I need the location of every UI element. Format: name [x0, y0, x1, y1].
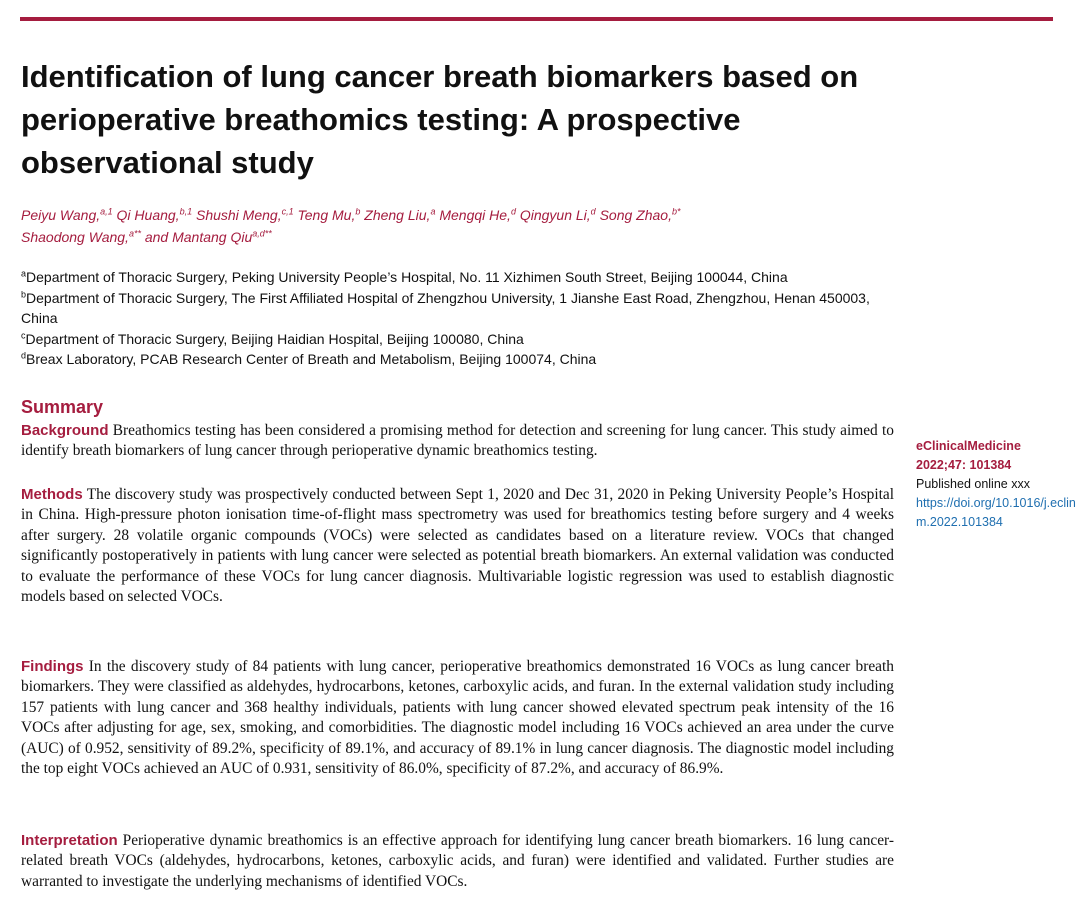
findings-label: Findings — [21, 658, 84, 675]
journal-citation: 2022;47: 101384 — [916, 458, 1012, 472]
author-list — [21, 204, 901, 248]
author[interactable]: Qi Huang,$^{b,1}$ — [116, 206, 193, 223]
author[interactable]: Peiyu Wang,$^{a,1}$ — [21, 206, 113, 223]
background-text: Breathomics testing has been considered a promising method for detection and screening for lung cancer. This study aimed to identify breath biomarkers of lung cancer through perioperative dynamic breathomics testing. — [21, 422, 894, 460]
journal-name[interactable]: eClinicalMedicine — [916, 439, 1021, 453]
author[interactable]: Song Zhao,$^{b*}$ — [599, 206, 681, 223]
header-rule — [20, 17, 1053, 21]
author[interactable]: Shushi Meng,$^{c,1}$ — [195, 206, 294, 223]
findings-text: In the discovery study of 84 patients with lung cancer, perioperative breathomics demonstrated 16 VOCs as lung cancer breath biomarkers. They were classified as aldehydes, hydrocarbons, ketones, carboxylic acids, and furan. In the external validation study including 157 patients with lung cancer and 368 healthy individuals, patients with lung cancer showed elevated spectrum peak intensity of the 16 VOCs after adjusting for age, sex, smoking, and comorbidities. The diagnostic model including 16 VOCs achieved an area under the curve (AUC) of 0.952, sensitivity of 89.2%, specificity of 89.1%, and accuracy of 89.1% in lung cancer diagnosis. The diagnostic model including the top eight VOCs achieved an AUC of 0.931, sensitivity of 86.0%, specificity of 87.2%, and accuracy of 86.9%. — [21, 658, 894, 778]
doi-link[interactable]: https://doi.org/10.1016/j.eclinm.2022.101384 — [916, 496, 1076, 529]
affiliation: $^b$Department of Thoracic Surgery, The First Affiliated Hospital of Zhengzhou University, 1 Jianshe East Road, Zhengzhou, Henan 450003, China — [21, 288, 870, 326]
affiliation: $^c$Department of Thoracic Surgery, Beijing Haidian Hospital, Beijing 100080, China — [21, 329, 524, 347]
methods-label: Methods — [21, 486, 83, 503]
author[interactable]: Teng Mu,$^b$ — [297, 206, 361, 223]
methods-text: The discovery study was prospectively conducted between Sept 1, 2020 and Dec 31, 2020 in Peking University People’s Hospital in China. High-pressure photon ionisation time-of-flight mass spectrometry was used for breathomics testing before surgery and 4 weeks after surgery. 28 volatile organic compounds (VOCs) were selected as candidates based on a literature review. VOCs that changed significantly postoperatively in patients with lung cancer were selected as potential breath biomarkers. An external validation was conducted to evaluate the performance of these VOCs for lung cancer diagnosis. Multivariable logistic regression was used to establish diagnostic models based on selected VOCs. — [21, 486, 894, 606]
methods-section — [21, 485, 894, 607]
interpretation-label: Interpretation — [21, 832, 118, 849]
background-section — [21, 421, 894, 462]
affiliation-list — [21, 267, 901, 370]
affiliation: $^d$Breax Laboratory, PCAB Research Center of Breath and Metabolism, Beijing 100074, China — [21, 350, 597, 367]
affiliation: $^a$Department of Thoracic Surgery, Peking University People’s Hospital, No. 11 Xizhimen South Street, Beijing 100044, China — [21, 268, 788, 285]
author[interactable]: and Mantang Qiu$^{a,d**}$ — [144, 228, 272, 245]
summary-heading: Summary — [21, 397, 104, 417]
author[interactable]: Shaodong Wang,$^{a**}$ — [21, 228, 141, 245]
background-label: Background — [21, 422, 109, 439]
author[interactable]: Zheng Liu,$^a$ — [364, 206, 436, 223]
published-date: Published online xxx — [916, 477, 1030, 491]
findings-section — [21, 657, 894, 779]
interpretation-text: Perioperative dynamic breathomics is an effective approach for identifying lung cancer breath biomarkers. 16 lung cancer-related breath VOCs (aldehydes, hydrocarbons, ketones, carboxylic acids, and furan) were identified and validated. Further studies are warranted to investigate the underlying mechanisms of identified VOCs. — [21, 832, 894, 890]
interpretation-section — [21, 831, 894, 892]
author[interactable]: Mengqi He,$^d$ — [439, 206, 516, 223]
article-title: Identification of lung cancer breath biomarkers based on perioperative breathomics testing: A prospective observational study — [21, 59, 859, 180]
article-info-sidebar — [916, 437, 1076, 532]
author[interactable]: Qingyun Li,$^d$ — [519, 206, 596, 223]
